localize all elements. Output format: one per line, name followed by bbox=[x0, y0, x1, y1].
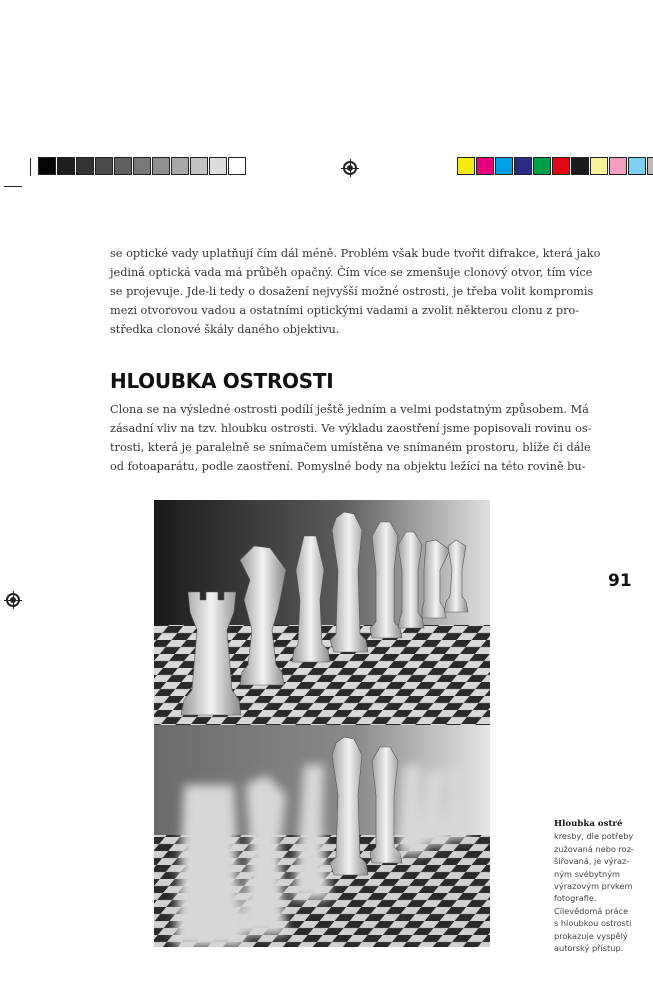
text-line: od fotoaparátu, podle zaostření. Pomyslné body na objektu ležící na této rovině bu- bbox=[110, 460, 586, 473]
text-line: se optické vady uplatňují čím dál méně. Problém však bude tvořit difrakce, která jako bbox=[110, 247, 601, 260]
text-line: jediná optická vada má průběh opačný. Čím více se zmenšuje clonový otvor, tím více bbox=[110, 266, 593, 279]
color-swatch bbox=[647, 157, 653, 175]
color-swatch bbox=[171, 157, 189, 175]
registration-mark-icon bbox=[6, 593, 20, 607]
color-swatch bbox=[552, 157, 570, 175]
color-swatch bbox=[76, 157, 94, 175]
color-calibration-bar bbox=[457, 157, 653, 177]
photo-chess-shallow-focus bbox=[154, 725, 490, 947]
caption-line: zužovaná nebo roz- bbox=[554, 843, 634, 854]
color-swatch bbox=[133, 157, 151, 175]
photo-caption bbox=[554, 818, 650, 954]
caption-line: s hloubkou ostrosti bbox=[554, 918, 632, 929]
section-heading: HLOUBKA OSTROSTI bbox=[110, 369, 334, 393]
crop-mark bbox=[4, 186, 22, 187]
caption-line: výrazovým prvkem bbox=[554, 881, 633, 892]
registration-mark-icon bbox=[343, 161, 357, 175]
caption-line: ným svébytným bbox=[554, 868, 621, 879]
page-number: 91 bbox=[608, 571, 632, 591]
photo-chess-sharp bbox=[154, 500, 490, 725]
color-swatch bbox=[495, 157, 513, 175]
text-line: středka clonové škály daného objektivu. bbox=[110, 323, 340, 336]
paragraph-depth-of-field bbox=[110, 400, 592, 476]
text-line: trosti, která je paralelně se snímačem umístěna ve snímaném prostoru, blíže či dále bbox=[110, 441, 591, 454]
color-swatch bbox=[190, 157, 208, 175]
color-swatch bbox=[228, 157, 246, 175]
color-swatch bbox=[533, 157, 551, 175]
caption-line: fotografie. bbox=[554, 893, 597, 904]
color-swatch bbox=[209, 157, 227, 175]
caption-line: autorský přístup. bbox=[554, 943, 624, 954]
color-swatch bbox=[514, 157, 532, 175]
caption-title: Hloubka ostré bbox=[554, 819, 623, 829]
color-swatch bbox=[628, 157, 646, 175]
text-line: se projevuje. Jde-li tedy o dosažení nejvyšší možné ostrosti, je třeba volit kompromis bbox=[110, 285, 594, 298]
color-swatch bbox=[609, 157, 627, 175]
color-swatch bbox=[457, 157, 475, 175]
caption-line: kresby, dle potřeby bbox=[554, 831, 634, 842]
color-swatch bbox=[590, 157, 608, 175]
text-line: zásadní vliv na tzv. hloubku ostrosti. Ve výkladu zaostření jsme popisovali rovinu os- bbox=[110, 422, 592, 435]
color-swatch bbox=[152, 157, 170, 175]
text-line: mezi otvorovou vadou a ostatními optickými vadami a zvolit některou clonu z pro- bbox=[110, 304, 580, 317]
text-line: Clona se na výsledné ostrosti podílí ještě jedním a velmi podstatným způsobem. Má bbox=[110, 403, 589, 416]
color-swatch bbox=[38, 157, 56, 175]
grayscale-calibration-bar bbox=[38, 157, 247, 177]
caption-line: prokazuje vyspělý bbox=[554, 930, 628, 941]
caption-line: Cílevědomá práce bbox=[554, 905, 629, 916]
color-swatch bbox=[57, 157, 75, 175]
color-swatch bbox=[571, 157, 589, 175]
color-swatch bbox=[95, 157, 113, 175]
color-swatch bbox=[114, 157, 132, 175]
caption-line: šiřovaná, je výraz- bbox=[554, 856, 630, 867]
paragraph-intro bbox=[110, 244, 601, 339]
crop-mark bbox=[30, 158, 31, 176]
color-swatch bbox=[476, 157, 494, 175]
